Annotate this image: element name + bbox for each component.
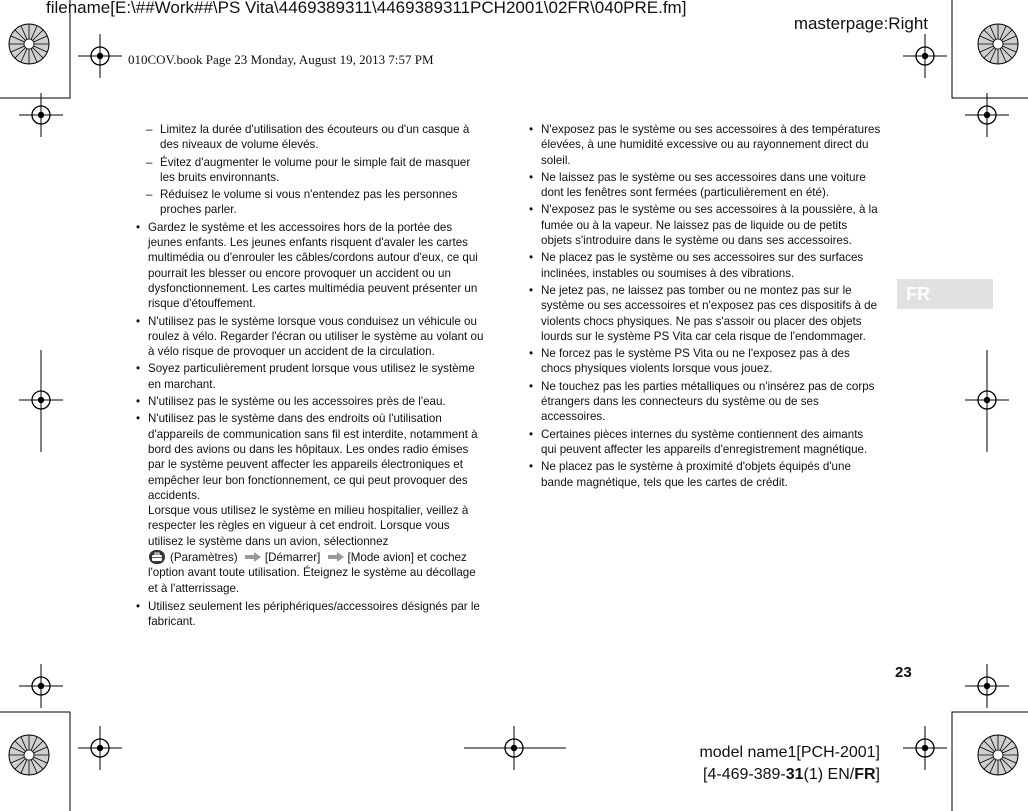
airplane-mode-label: [Mode avion] et cochez bbox=[347, 551, 467, 565]
part-code bbox=[699, 764, 880, 786]
bullet-item: • N'exposez pas le système ou ses accessoires à des températures élevées, à une humidité excessive ou au rayonnement direct du soleil. bbox=[527, 122, 881, 168]
bullet-item: • N'exposez pas le système ou ses accessoires à la poussière, à la fumée ou à la vapeur. Ne laissez pas de liquide ou de petits objets s'introduire dans le système ou dans ses accessoires. bbox=[527, 202, 881, 248]
dash-item: – Évitez d'augmenter le volume pour le simple fait de masquer les bruits environnants. bbox=[134, 155, 486, 186]
bullet-item: • Ne touchez pas les parties métalliques ou n'insérez pas de corps étrangers dans les connecteurs du système ou de ses accessoires. bbox=[527, 379, 881, 425]
code-bold: 31 bbox=[785, 766, 804, 783]
registration-mark bbox=[965, 93, 1009, 137]
bullet-item: • Utilisez seulement les périphériques/accessoires désignés par le fabricant. bbox=[134, 599, 486, 630]
bullet-item: • Certaines pièces internes du système contiennent des aimants qui peuvent affecter les appareils d'enregistrement magnétique. bbox=[527, 427, 881, 458]
model-line: model name1[PCH-2001] bbox=[699, 744, 880, 761]
bullet-item: • Ne placez pas le système à proximité d'objets équipés d'une bande magnétique, tels que les cartes de crédit. bbox=[527, 459, 881, 490]
registration-mark bbox=[78, 726, 122, 770]
arrow-right-icon bbox=[328, 552, 344, 562]
right-column bbox=[527, 122, 881, 492]
star-mark-bottom-left bbox=[9, 735, 49, 775]
registration-mark bbox=[78, 34, 122, 78]
settings-toolbox-icon bbox=[148, 549, 166, 565]
language-tab: FR bbox=[897, 279, 993, 309]
star-mark-top-left bbox=[9, 24, 49, 64]
hospital-paragraph-text: Lorsque vous utilisez le système en milieu hospitalier, veillez à respecter les règles en vigueur à cet endroit. Lorsque vous utilisez le système dans un avion, sélectionnez bbox=[148, 504, 469, 548]
start-label: [Démarrer] bbox=[264, 551, 321, 565]
bullet-item: • N'utilisez pas le système lorsque vous conduisez un véhicule ou roulez à vélo. Regarder l'écran ou utiliser le système au volant ou à vélo risque de provoquer un accident de la circulation. bbox=[134, 314, 486, 360]
star-mark-top-right bbox=[978, 24, 1018, 64]
header-filename: filename[E:\##Work##\PS Vita\4469389311\4469389311PCH2001\02FR\040PRE.fm] bbox=[46, 0, 687, 17]
star-mark-bottom-right bbox=[978, 735, 1018, 775]
header-book-line: 010COV.book Page 23 Monday, August 19, 2013 7:57 PM bbox=[128, 52, 434, 67]
hospital-paragraph-end: l'option avant toute utilisation. Éteignez le système au décollage et à l'atterrissage. bbox=[148, 566, 476, 595]
dash-item: – Limitez la durée d'utilisation des écouteurs ou d'un casque à des niveaux de volume élevés. bbox=[134, 122, 486, 153]
registration-mark bbox=[19, 664, 63, 708]
bullet-item: • Ne placez pas le système ou ses accessoires sur des surfaces inclinées, instables ou soumises à des vibrations. bbox=[527, 250, 881, 281]
bullet-item: • N'utilisez pas le système dans des endroits où l'utilisation d'appareils de communication sans fil est interdite, notamment à bord des avions ou dans les hôpitaux. Les ondes radio émises par le système peuvent affecter les appareils électroniques et empêcher leur bon fonctionnement, ce qui peut provoquer des accidents. bbox=[134, 411, 486, 503]
registration-mark bbox=[965, 664, 1009, 708]
bullet-item: • Ne jetez pas, ne laissez pas tomber ou ne montez pas sur le système ou ses accessoires et n'exposez pas ces dispositifs à de violents chocs physiques. Ne pas s'assoir ou placer des objets lourds sur le système PS Vita car cela risque de l'endommager. bbox=[527, 283, 881, 344]
code-lang: FR bbox=[854, 766, 876, 783]
code-mid: (1) EN/ bbox=[803, 766, 855, 783]
registration-mark bbox=[903, 34, 947, 78]
bullet-item: • Gardez le système et les accessoires hors de la portée des jeunes enfants. Les jeunes enfants risquent d'avaler les cartes multimédia ou d'enrouler les câbles/cordons autour d'eux, ce qui pourrait les blesser ou encore provoquer un accident ou un dysfonctionnement. Les cartes multimédia peuvent présenter un risque d'étouffement. bbox=[134, 220, 486, 312]
code-prefix: [4-469-389- bbox=[703, 766, 786, 783]
registration-mark bbox=[903, 726, 947, 770]
registration-mark bbox=[19, 93, 63, 137]
page-number: 23 bbox=[895, 664, 912, 681]
arrow-right-icon bbox=[245, 552, 261, 562]
bullet-item: • Ne forcez pas le système PS Vita ou ne l'exposez pas à des chocs physiques violents lorsque vous jouez. bbox=[527, 346, 881, 377]
bullet-item: • N'utilisez pas le système ou les accessoires près de l'eau. bbox=[134, 394, 486, 409]
bullet-item: • Ne laissez pas le système ou ses accessoires dans une voiture dont les fenêtres sont fermées (particulièrement en été). bbox=[527, 170, 881, 201]
dash-item: – Réduisez le volume si vous n'entendez pas les personnes proches parler. bbox=[134, 187, 486, 218]
bullet-item: • Soyez particulièrement prudent lorsque vous utilisez le système en marchant. bbox=[134, 361, 486, 392]
footer-model bbox=[699, 742, 880, 786]
settings-label: (Paramètres) bbox=[170, 551, 238, 565]
header-masterpage: masterpage:Right bbox=[793, 14, 928, 33]
left-column bbox=[134, 122, 486, 632]
code-end: ] bbox=[875, 766, 880, 783]
hospital-paragraph bbox=[134, 503, 486, 596]
